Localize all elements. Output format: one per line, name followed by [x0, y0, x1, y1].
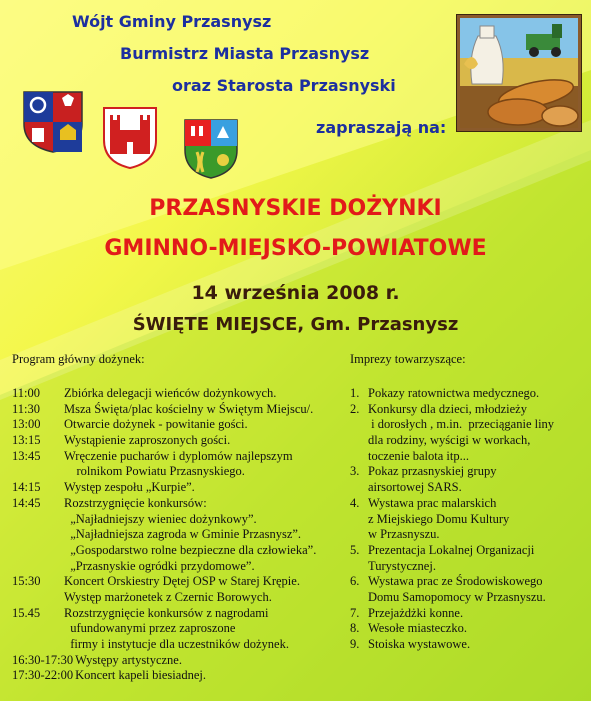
program-item — [12, 590, 352, 606]
program-list — [12, 386, 352, 684]
program-item — [12, 480, 352, 496]
accompanying-text: Konkursy dla dzieci, młodzieży — [368, 401, 527, 416]
program-time — [12, 543, 62, 559]
accompanying-text: Pokaz przasnyskiej grupy — [368, 464, 497, 479]
program-time: 14:15 — [12, 480, 41, 495]
accompanying-text: toczenie balota itp... — [368, 448, 470, 463]
accompanying-number: 3. — [350, 464, 360, 479]
event-title: PRZASNYSKIE DOŻYNKI — [149, 196, 442, 221]
program-time — [12, 637, 62, 653]
program-text: „Przasnyskie ogródki przydomowe”. — [64, 558, 255, 573]
accompanying-number: 2. — [350, 401, 360, 416]
accompanying-text: z Miejskiego Domu Kultury — [368, 511, 510, 526]
event-date: 14 września 2008 r. — [191, 282, 400, 304]
program-text: „Najładniejsza zagroda w Gminie Przasnysz”. — [64, 527, 302, 542]
accompanying-text: Stoiska wystawowe. — [368, 637, 471, 651]
program-text: rolnikom Powiatu Przasnyskiego. — [64, 464, 245, 479]
program-item — [12, 668, 352, 684]
accompanying-text: Prezentacja Lokalnej Organizacji — [368, 542, 535, 557]
accompanying-item — [350, 449, 590, 465]
event-place: ŚWIĘTE MIEJSCE, Gm. Przasnysz — [132, 314, 459, 335]
program-text: Rozstrzygnięcie konkursów: — [64, 495, 207, 510]
accompanying-item — [350, 480, 590, 496]
accompanying-number: 4. — [350, 495, 360, 510]
program-text: Zbiórka delegacji wieńców dożynkowych. — [64, 386, 277, 400]
program-item — [12, 606, 352, 622]
accompanying-text: Pokazy ratownictwa medycznego. — [368, 386, 540, 400]
program-item — [12, 386, 352, 402]
program-text: Koncert Orskiestry Dętej OSP w Starej Krępie. — [64, 574, 300, 589]
county-coat-of-arms-icon — [22, 90, 84, 154]
program-item — [12, 449, 352, 465]
accompanying-list — [350, 386, 590, 653]
program-text: „Najładniejszy wieniec dożynkowy”. — [64, 511, 257, 526]
accompanying-item — [350, 512, 590, 528]
accompanying-number: 9. — [350, 637, 360, 651]
accompanying-number: 1. — [350, 386, 360, 400]
header-line-2: Burmistrz Miasta Przasnysz — [120, 44, 370, 63]
accompanying-number: 8. — [350, 621, 360, 636]
program-time: 13:45 — [12, 448, 41, 463]
program-text: Występy artystyczne. — [75, 652, 182, 667]
accompanying-text: Wystawa prac ze Środowiskowego — [368, 574, 543, 589]
program-text: ufundowanymi przez zaproszone — [64, 621, 236, 636]
accompanying-item — [350, 543, 590, 559]
program-time — [12, 464, 62, 480]
accompanying-item — [350, 464, 590, 480]
program-item — [12, 637, 352, 653]
program-item — [12, 527, 352, 543]
program-item — [12, 574, 352, 590]
program-time — [12, 590, 62, 606]
accompanying-text: Przejażdżki konne. — [368, 605, 464, 620]
town-coat-of-arms-icon — [102, 106, 158, 170]
invite-line: zapraszają na: — [316, 118, 447, 137]
accompanying-text: Domu Samopomocy w Przasnyszu. — [368, 589, 546, 604]
program-time: 15.45 — [12, 605, 41, 620]
accompanying-text: Wesołe miasteczko. — [368, 621, 467, 636]
program-text: Otwarcie dożynek - powitanie gości. — [64, 417, 248, 432]
program-text: Występ zespołu „Kurpie”. — [64, 480, 195, 495]
accompanying-item — [350, 417, 590, 433]
program-text: firmy i instytucje dla uczestników dożynek. — [64, 637, 289, 651]
event-subtitle: GMINNO-MIEJSKO-POWIATOWE — [104, 236, 487, 261]
program-time — [12, 527, 62, 543]
program-time: 13:00 — [12, 417, 41, 432]
program-item — [12, 496, 352, 512]
program-text: Wystąpienie zaproszonych gości. — [64, 433, 231, 448]
accompanying-number: 6. — [350, 574, 360, 589]
accompanying-text: Wystawa prac malarskich — [368, 495, 497, 510]
program-text: Występ marżonetek z Czernic Borowych. — [64, 589, 272, 604]
program-item — [12, 464, 352, 480]
program-text: Wręczenie pucharów i dyplomów najlepszym — [64, 448, 293, 463]
accompanying-item — [350, 433, 590, 449]
accompanying-text: airsortowej SARS. — [368, 480, 462, 495]
program-item — [12, 653, 352, 669]
program-time — [12, 512, 62, 528]
program-heading: Program główny dożynek: — [12, 352, 145, 366]
program-time: 11:00 — [12, 386, 41, 400]
header-line-1: Wójt Gminy Przasnysz — [72, 12, 272, 31]
commune-coat-of-arms-icon — [183, 118, 239, 180]
program-time: 13:15 — [12, 433, 41, 448]
program-time: 15:30 — [12, 574, 41, 589]
accompanying-text: dla rodziny, wyścigi w workach, — [368, 433, 531, 448]
program-item — [12, 621, 352, 637]
accompanying-heading: Imprezy towarzyszące: — [350, 352, 466, 366]
program-text: „Gospodarstwo rolne bezpieczne dla człowieka”. — [64, 542, 317, 557]
program-time: 16:30-17:30 — [12, 652, 74, 667]
accompanying-item — [350, 402, 590, 418]
accompanying-item — [350, 496, 590, 512]
accompanying-number: 5. — [350, 542, 360, 557]
harvest-clipart-icon — [456, 14, 582, 132]
accompanying-item — [350, 621, 590, 637]
program-text: Rozstrzygnięcie konkursów z nagrodami — [64, 605, 269, 620]
accompanying-text: Turystycznej. — [368, 558, 436, 573]
program-text: Msza Święta/plac kościelny w Świętym Miejscu/. — [64, 401, 314, 416]
accompanying-text: i dorosłych , m.in. przeciąganie liny — [368, 417, 555, 432]
program-item — [12, 402, 352, 418]
accompanying-item — [350, 606, 590, 622]
accompanying-text: w Przasnyszu. — [368, 527, 440, 542]
accompanying-item — [350, 559, 590, 575]
program-item — [12, 433, 352, 449]
program-time — [12, 621, 62, 637]
program-time: 14:45 — [12, 495, 41, 510]
program-item — [12, 512, 352, 528]
header-line-3: oraz Starosta Przasnyski — [172, 76, 396, 95]
accompanying-item — [350, 574, 590, 590]
program-time — [12, 559, 62, 575]
program-item — [12, 543, 352, 559]
program-time: 11:30 — [12, 401, 41, 416]
program-time: 17:30-22:00 — [12, 668, 74, 683]
program-item — [12, 417, 352, 433]
program-item — [12, 559, 352, 575]
accompanying-item — [350, 527, 590, 543]
accompanying-number: 7. — [350, 605, 360, 620]
accompanying-item — [350, 637, 590, 653]
accompanying-item — [350, 386, 590, 402]
program-text: Koncert kapeli biesiadnej. — [75, 668, 206, 683]
accompanying-item — [350, 590, 590, 606]
